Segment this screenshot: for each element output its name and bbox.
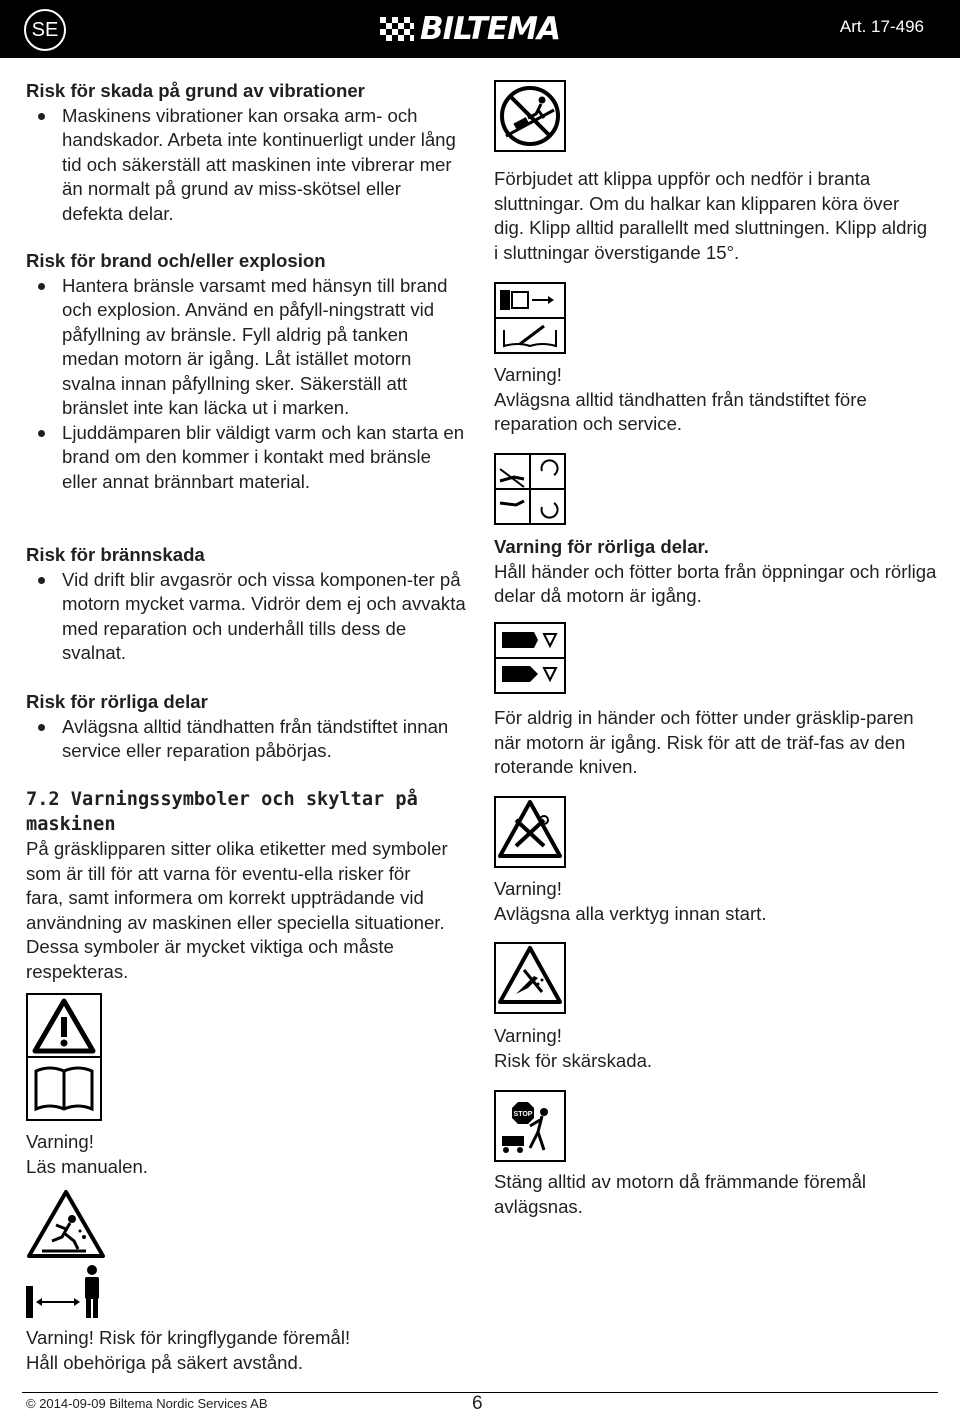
- burn-section: [26, 543, 466, 666]
- fire-heading: Risk för brand och/eller explosion: [26, 250, 326, 271]
- thrown-objects-icon: [26, 1189, 106, 1259]
- warning-text: Risk för kringflygande föremål!: [93, 1327, 351, 1348]
- warning-label: Varning!: [26, 1131, 94, 1152]
- stop-text: Stäng alltid av motorn då främmande föremål avlägsnas.: [494, 1171, 867, 1217]
- blade-text: För aldrig in händer och fötter under gräsklip-paren när motorn är igång. Risk för att de träf-fas av den roterande kniven.: [494, 707, 914, 777]
- spark-plug-manual-icon: [494, 282, 566, 354]
- slope-text: Förbjudet att klippa uppför och nedför i branta sluttningar. Om du halkar kan klipparen köra över dig. Klipp alltid parallellt med sluttningen. Klipp aldrig i sluttningar överstigande 15°.: [494, 168, 928, 263]
- warning-manual-icon: [26, 993, 102, 1121]
- checker-flag-icon: [380, 17, 414, 41]
- warning-text: Håll händer och fötter borta från öppningar och rörliga delar då motorn är igång.: [494, 560, 937, 606]
- section-heading: 7.2 Varningssymboler och skyltar på maskinen: [26, 789, 418, 835]
- manual-warning: [26, 1130, 148, 1179]
- biltema-logo: [380, 11, 560, 47]
- tools-warning: [494, 877, 934, 926]
- page-number: 6: [472, 1393, 483, 1414]
- warning-label: Varning!: [494, 878, 562, 899]
- warning-label: Varning!: [26, 1327, 94, 1348]
- parts-warning: [494, 535, 944, 609]
- list-item: Avlägsna alltid tändhatten från tändstiftet innan service eller reparation påbörjas.: [26, 715, 466, 764]
- list-item: Vid drift blir avgasrör och vissa komponen-ter på motorn mycket varma. Vidrör dem ej och avvakta med reparation och underhåll tills dess de svalnat.: [26, 568, 466, 666]
- symbols-section: [26, 788, 451, 984]
- warning-label: Varning för rörliga delar.: [494, 536, 709, 557]
- blade-hands-feet-icon: [494, 622, 566, 694]
- fire-section: [26, 249, 466, 494]
- plug-warning: [494, 363, 934, 437]
- stop-sign-label: STOP: [513, 1111, 533, 1118]
- warning-text: Risk för skärskada.: [494, 1049, 653, 1071]
- list-item: Hantera bränsle varsamt med hänsyn till brand och explosion. Använd en påfyll-ningstratt vid påfyllning av bränsle. Fyll aldrig på tanken medan motorn är igång. Låt istället motorn svalna innan påfyllning sker. Säkerställ att bränslet inte kan läcka ut i marken.: [26, 274, 466, 421]
- warning-triangle-icon: [35, 1001, 93, 1051]
- moving-parts-section: [26, 690, 466, 764]
- keep-distance-icon: [26, 1264, 106, 1320]
- copyright: © 2014-09-09 Biltema Nordic Services AB: [26, 1396, 268, 1411]
- burn-heading: Risk för brännskada: [26, 544, 205, 565]
- warning-label: Varning!: [494, 364, 562, 385]
- warning-text: Läs manualen.: [26, 1155, 148, 1177]
- warning-text: Avlägsna alltid tändhatten från tändstiftet före reparation och service.: [494, 388, 867, 434]
- article-number: Art. 17-496: [839, 17, 924, 36]
- thrown-warning: [26, 1326, 466, 1375]
- cut-hazard-icon: [494, 942, 566, 1014]
- cut-warning: [494, 1024, 934, 1073]
- manual-book-icon: [36, 1068, 92, 1109]
- logo-text: BILTEMA: [420, 11, 560, 47]
- language-badge: SE: [24, 9, 66, 51]
- list-item: Ljuddämparen blir väldigt varm och kan starta en brand om den kommer i kontakt med bränsle eller annat brännbart material.: [26, 421, 466, 495]
- list-item: Maskinens vibrationer kan orsaka arm- och handskador. Arbeta inte kontinuerligt under lång tid och säkerställ att maskinen inte vibrerar mer än normalt på grund av miss-skötsel eller defekta delar.: [26, 104, 466, 227]
- header-bar: [0, 0, 960, 58]
- vibration-section: [26, 79, 466, 226]
- warning-text-2: Håll obehöriga på säkert avstånd.: [26, 1351, 304, 1373]
- no-slope-icon: [494, 80, 566, 152]
- vibration-heading: Risk för skada på grund av vibrationer: [26, 80, 365, 101]
- rotating-parts-icon: [494, 453, 566, 525]
- stop-engine-icon: [494, 1090, 566, 1162]
- remove-tools-icon: [494, 796, 566, 868]
- warning-label: Varning!: [494, 1025, 562, 1046]
- warning-text: Avlägsna alla verktyg innan start.: [494, 902, 767, 924]
- moving-parts-heading: Risk för rörliga delar: [26, 691, 208, 712]
- section-body: På gräsklipparen sitter olika etiketter med symboler som är till för att varna för eventu-ella risker för fara, samt informera om korrekt uppträdande vid användning av maskinen eller speciella situationer. Dessa symboler är mycket viktiga och måste respekteras.: [26, 838, 448, 982]
